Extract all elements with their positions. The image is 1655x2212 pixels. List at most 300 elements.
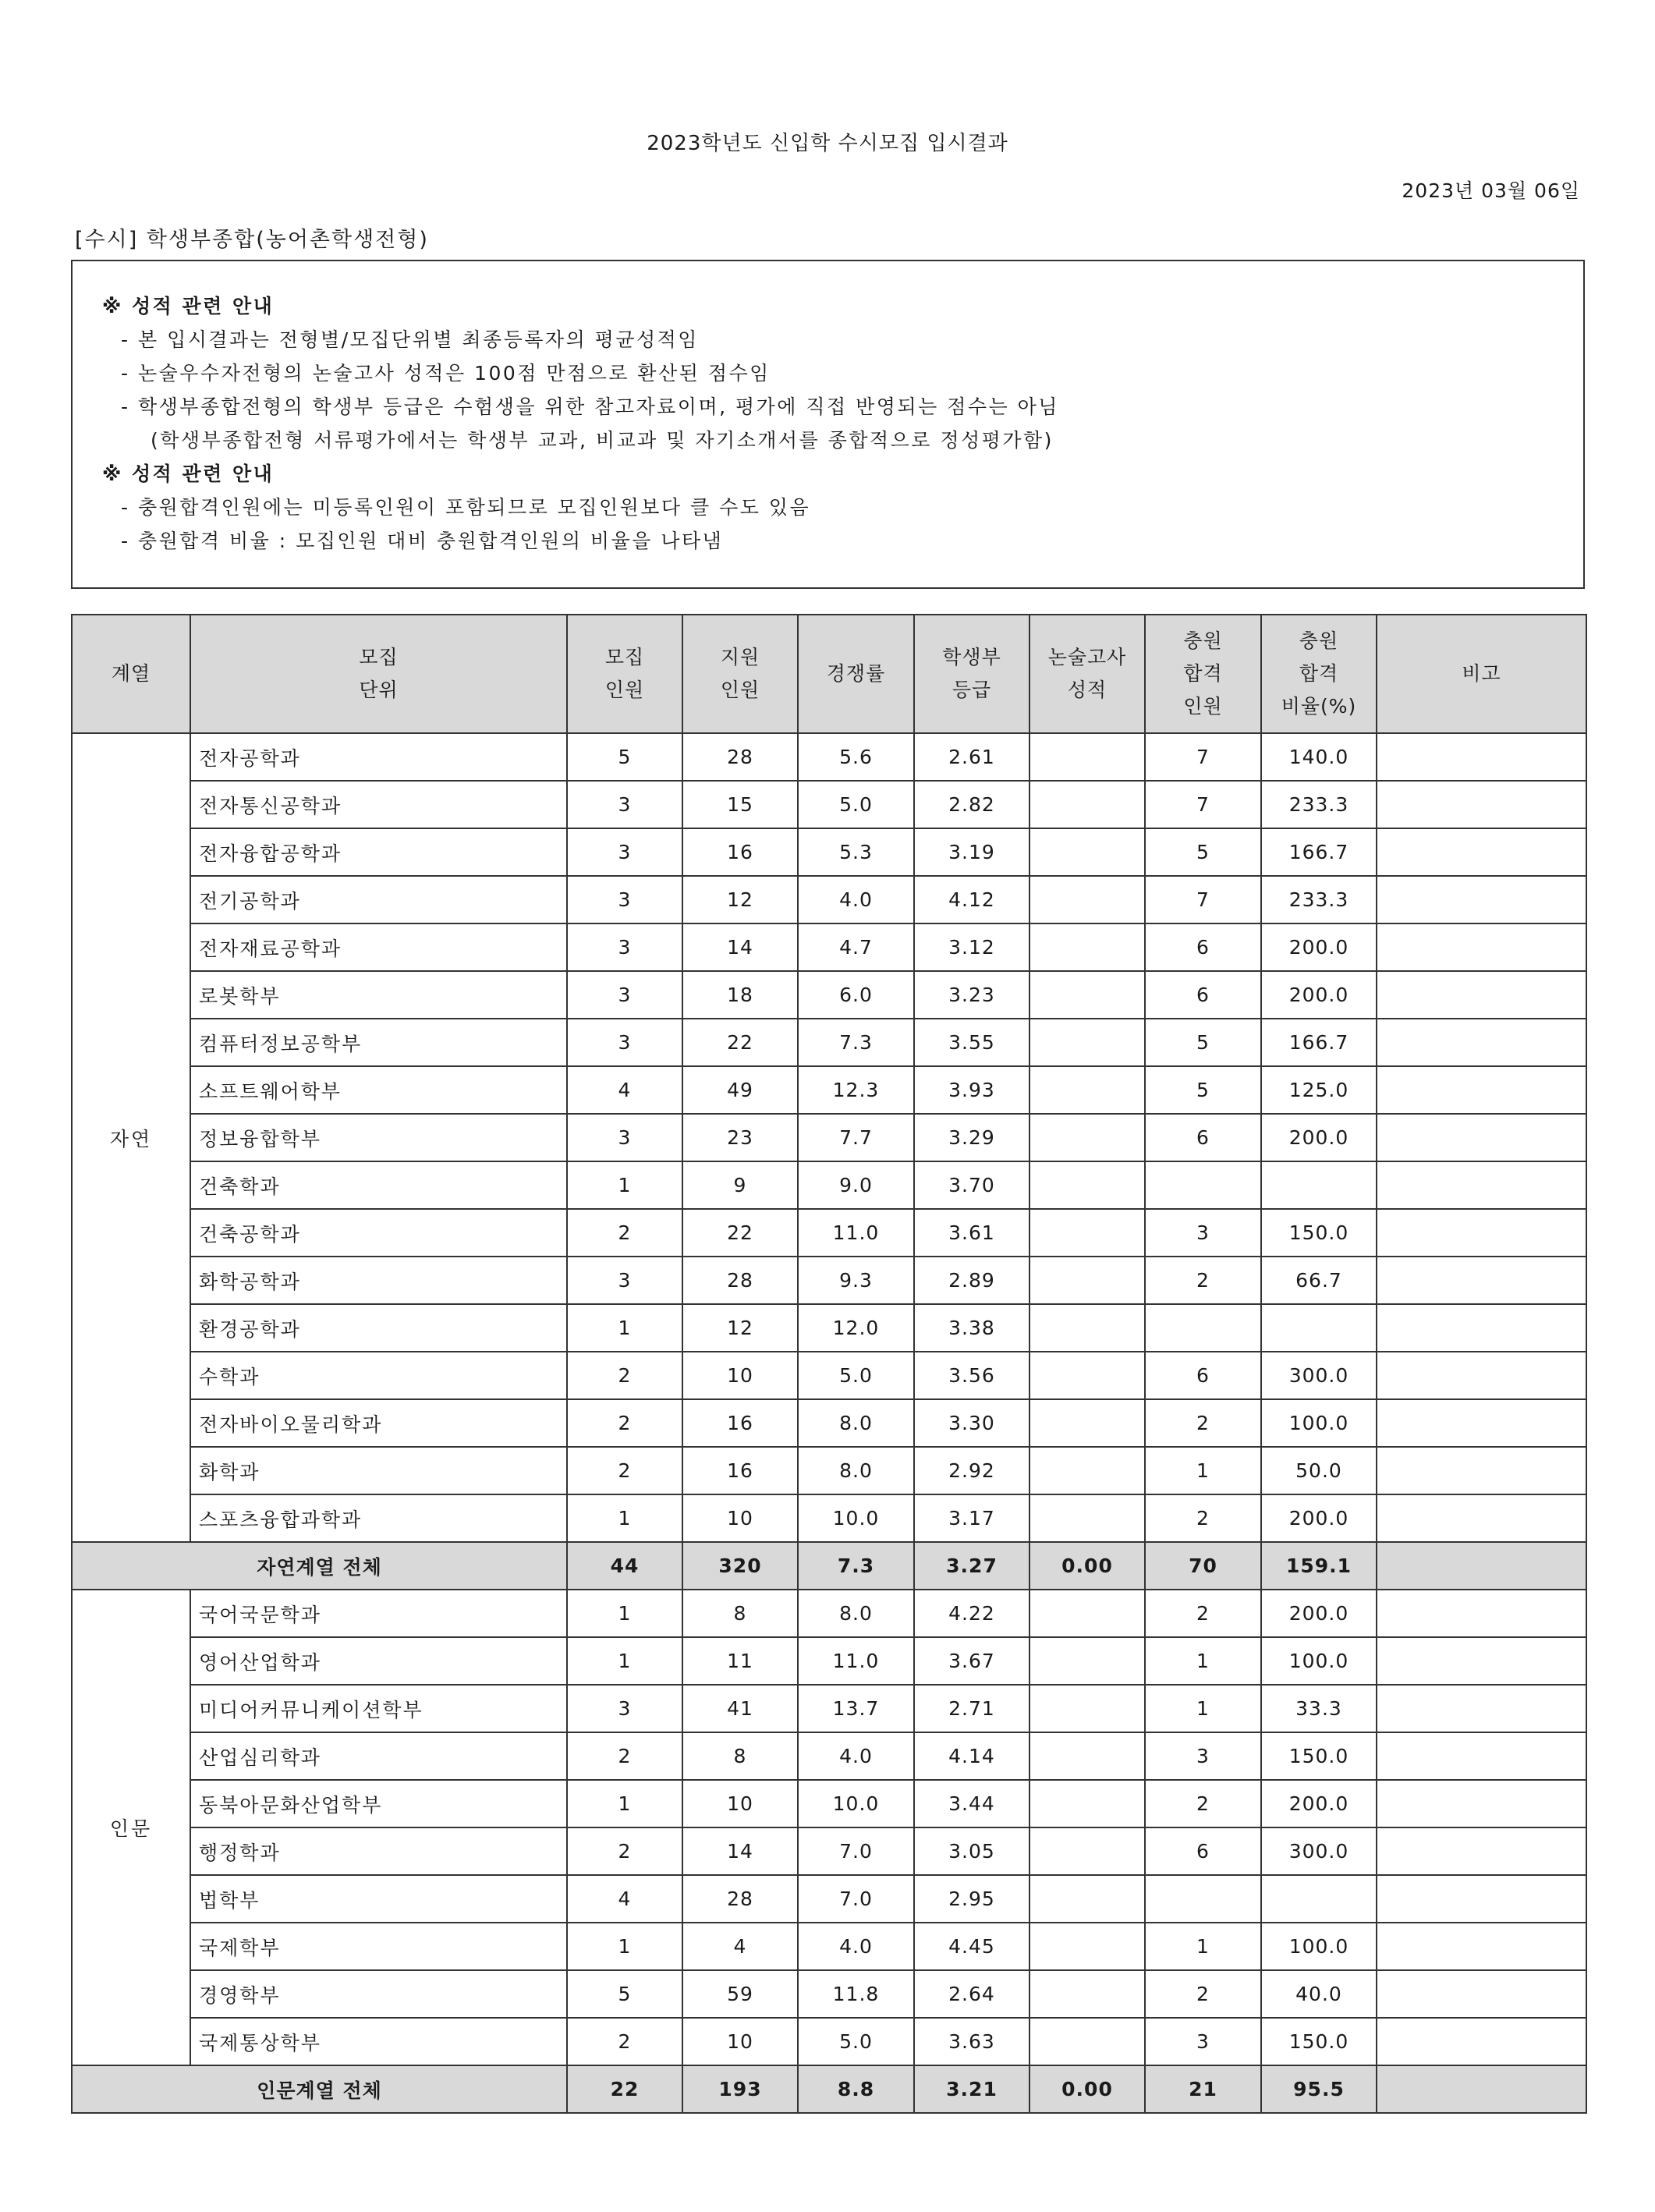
table-cell: 10	[682, 1780, 798, 1827]
dept-name-cell: 수학과	[190, 1352, 567, 1399]
table-cell: 233.3	[1261, 781, 1377, 828]
subtotal-cell: 21	[1145, 2065, 1261, 2113]
table-cell	[1030, 1970, 1145, 2018]
table-cell	[1030, 923, 1145, 971]
table-cell: 140.0	[1261, 733, 1377, 781]
table-cell: 6	[1145, 1352, 1261, 1399]
table-cell: 11.0	[798, 1637, 914, 1685]
subtotal-cell: 159.1	[1261, 1542, 1377, 1590]
table-cell: 1	[1145, 1685, 1261, 1732]
table-cell: 3.29	[914, 1114, 1030, 1161]
document-date: 2023년 03월 06일	[1402, 179, 1580, 202]
table-cell: 166.7	[1261, 828, 1377, 876]
table-row	[72, 1447, 1586, 1494]
table-cell	[1377, 876, 1586, 923]
table-cell: 6.0	[798, 971, 914, 1019]
table-cell	[1377, 1304, 1586, 1352]
dept-name-cell: 국어국문학과	[190, 1590, 567, 1637]
dept-name-cell: 행정학과	[190, 1827, 567, 1875]
table-row	[72, 1352, 1586, 1399]
group-label: 인문	[72, 1590, 190, 2065]
table-row	[72, 828, 1586, 876]
dept-name-cell: 산업심리학과	[190, 1732, 567, 1780]
table-cell: 1	[567, 1494, 682, 1542]
section-title: [수시] 학생부종합(농어촌학생전형)	[75, 228, 429, 252]
table-cell: 12.0	[798, 1304, 914, 1352]
table-cell: 125.0	[1261, 1066, 1377, 1114]
notice-line: (학생부종합전형 서류평가에서는 학생부 교과, 비교과 및 자기소개서를 종합적으로 정성평가함)	[151, 429, 1054, 452]
header-grade: 학생부 등급	[914, 615, 1030, 733]
table-cell: 3	[567, 781, 682, 828]
table-cell: 1	[567, 1637, 682, 1685]
table-cell: 3.05	[914, 1827, 1030, 1875]
table-cell: 15	[682, 781, 798, 828]
table-cell: 5.0	[798, 1352, 914, 1399]
table-cell: 12	[682, 1304, 798, 1352]
table-cell	[1261, 1161, 1377, 1209]
dept-name-cell: 국제학부	[190, 1923, 567, 1970]
dept-name-cell: 건축학과	[190, 1161, 567, 1209]
notice-line: - 학생부종합전형의 학생부 등급은 수험생을 위한 참고자료이며, 평가에 직접 반영되는 점수는 아님	[121, 395, 1059, 418]
table-cell: 200.0	[1261, 923, 1377, 971]
dept-name-cell: 환경공학과	[190, 1304, 567, 1352]
table-cell: 4.14	[914, 1732, 1030, 1780]
table-row	[72, 1161, 1586, 1209]
table-cell	[1377, 781, 1586, 828]
table-row	[72, 1399, 1586, 1447]
table-cell: 5	[1145, 828, 1261, 876]
subtotal-label: 인문계열 전체	[72, 2065, 567, 2113]
notice-heading: ※ 성적 관련 안내	[102, 463, 275, 485]
table-cell	[1030, 828, 1145, 876]
table-cell: 1	[567, 1923, 682, 1970]
table-cell	[1377, 1685, 1586, 1732]
table-row	[72, 1019, 1586, 1066]
table-row	[72, 1494, 1586, 1542]
table-cell: 166.7	[1261, 1019, 1377, 1066]
table-cell: 18	[682, 971, 798, 1019]
table-cell: 200.0	[1261, 971, 1377, 1019]
table-cell: 3	[1145, 2018, 1261, 2065]
table-cell: 2	[567, 1447, 682, 1494]
table-cell: 4.0	[798, 1732, 914, 1780]
subtotal-cell	[1377, 1542, 1586, 1590]
table-cell: 5	[567, 733, 682, 781]
table-cell	[1377, 1780, 1586, 1827]
table-cell: 8.0	[798, 1399, 914, 1447]
table-cell: 3.30	[914, 1399, 1030, 1447]
table-cell: 16	[682, 1447, 798, 1494]
table-cell: 2	[567, 1827, 682, 1875]
table-cell	[1377, 1590, 1586, 1637]
subtotal-cell: 3.21	[914, 2065, 1030, 2113]
table-cell	[1377, 1494, 1586, 1542]
table-cell: 4.22	[914, 1590, 1030, 1637]
table-cell: 2	[567, 1209, 682, 1257]
subtotal-cell	[1377, 2065, 1586, 2113]
table-cell: 3.19	[914, 828, 1030, 876]
table-cell: 8.0	[798, 1447, 914, 1494]
table-cell: 2	[1145, 1780, 1261, 1827]
table-cell: 2.71	[914, 1685, 1030, 1732]
table-cell: 9.0	[798, 1161, 914, 1209]
table-cell: 16	[682, 828, 798, 876]
table-cell: 2	[567, 1399, 682, 1447]
table-cell: 66.7	[1261, 1257, 1377, 1304]
table-cell	[1030, 1447, 1145, 1494]
table-cell: 3	[567, 971, 682, 1019]
subtotal-label: 자연계열 전체	[72, 1542, 567, 1590]
dept-name-cell: 전자공학과	[190, 733, 567, 781]
table-cell	[1261, 1875, 1377, 1923]
table-cell: 3	[567, 1019, 682, 1066]
table-row	[72, 1590, 1586, 1637]
table-cell	[1030, 1780, 1145, 1827]
header-ratio: 경쟁률	[798, 615, 914, 733]
table-cell: 3	[567, 923, 682, 971]
table-cell	[1030, 1352, 1145, 1399]
table-cell: 3	[567, 1114, 682, 1161]
notice-line: - 논술우수자전형의 논술고사 성적은 100점 만점으로 환산된 점수임	[121, 362, 771, 385]
table-cell: 5	[1145, 1019, 1261, 1066]
table-cell: 11.0	[798, 1209, 914, 1257]
table-cell: 10	[682, 1352, 798, 1399]
table-cell: 100.0	[1261, 1399, 1377, 1447]
table-cell: 5.0	[798, 2018, 914, 2065]
table-cell: 9.3	[798, 1257, 914, 1304]
dept-name-cell: 로봇학부	[190, 971, 567, 1019]
table-cell: 2.61	[914, 733, 1030, 781]
table-cell: 100.0	[1261, 1637, 1377, 1685]
table-cell: 2	[567, 1732, 682, 1780]
table-cell: 6	[1145, 1114, 1261, 1161]
table-row	[72, 1923, 1586, 1970]
table-cell	[1030, 1161, 1145, 1209]
table-cell: 12.3	[798, 1066, 914, 1114]
table-cell: 13.7	[798, 1685, 914, 1732]
table-row	[72, 1257, 1586, 1304]
subtotal-cell: 193	[682, 2065, 798, 2113]
dept-name-cell: 컴퓨터정보공학부	[190, 1019, 567, 1066]
table-cell: 2.92	[914, 1447, 1030, 1494]
table-cell	[1030, 1732, 1145, 1780]
table-cell: 7.0	[798, 1827, 914, 1875]
table-cell: 3	[567, 1257, 682, 1304]
table-cell: 2	[1145, 1494, 1261, 1542]
table-cell: 33.3	[1261, 1685, 1377, 1732]
table-cell: 1	[1145, 1447, 1261, 1494]
table-cell: 2	[567, 1352, 682, 1399]
table-cell: 3	[1145, 1732, 1261, 1780]
table-cell: 150.0	[1261, 2018, 1377, 2065]
table-cell	[1377, 733, 1586, 781]
table-row	[72, 1637, 1586, 1685]
table-cell: 2.89	[914, 1257, 1030, 1304]
dept-name-cell: 전기공학과	[190, 876, 567, 923]
table-cell	[1377, 1447, 1586, 1494]
table-cell: 14	[682, 1827, 798, 1875]
dept-name-cell: 전자융합공학과	[190, 828, 567, 876]
dept-name-cell: 소프트웨어학부	[190, 1066, 567, 1114]
table-cell: 200.0	[1261, 1780, 1377, 1827]
table-row	[72, 1875, 1586, 1923]
table-cell	[1261, 1304, 1377, 1352]
table-cell: 3.55	[914, 1019, 1030, 1066]
table-cell: 2	[1145, 1399, 1261, 1447]
dept-name-cell: 건축공학과	[190, 1209, 567, 1257]
table-cell: 3	[1145, 1209, 1261, 1257]
table-cell: 10	[682, 2018, 798, 2065]
table-cell: 300.0	[1261, 1352, 1377, 1399]
subtotal-cell: 3.27	[914, 1542, 1030, 1590]
notice-line: - 충원합격 비율 : 모집인원 대비 충원합격인원의 비율을 나타냄	[121, 530, 724, 552]
table-header-row	[72, 615, 1586, 733]
header-quota: 모집 인원	[567, 615, 682, 733]
header-extra-count: 충원 합격 인원	[1145, 615, 1261, 733]
dept-name-cell: 영어산업학과	[190, 1637, 567, 1685]
subtotal-row	[72, 2065, 1586, 2113]
table-cell	[1030, 2018, 1145, 2065]
table-cell	[1030, 876, 1145, 923]
header-essay: 논술고사 성적	[1030, 615, 1145, 733]
table-cell	[1377, 923, 1586, 971]
table-cell: 7	[1145, 876, 1261, 923]
table-cell: 10.0	[798, 1780, 914, 1827]
table-cell: 3	[567, 1685, 682, 1732]
table-cell	[1030, 1209, 1145, 1257]
table-cell	[1377, 1209, 1586, 1257]
table-cell: 100.0	[1261, 1923, 1377, 1970]
table-cell	[1030, 781, 1145, 828]
table-cell	[1030, 1923, 1145, 1970]
dept-name-cell: 동북아문화산업학부	[190, 1780, 567, 1827]
table-cell: 1	[567, 1780, 682, 1827]
table-cell: 41	[682, 1685, 798, 1732]
table-cell	[1145, 1304, 1261, 1352]
table-cell: 7.3	[798, 1019, 914, 1066]
table-cell	[1145, 1161, 1261, 1209]
table-cell: 3.70	[914, 1161, 1030, 1209]
table-cell: 4	[567, 1875, 682, 1923]
table-cell	[1377, 1637, 1586, 1685]
table-cell: 16	[682, 1399, 798, 1447]
table-cell	[1030, 1827, 1145, 1875]
table-cell: 200.0	[1261, 1590, 1377, 1637]
table-cell: 5.0	[798, 781, 914, 828]
table-cell: 8	[682, 1590, 798, 1637]
header-extra-rate: 충원 합격 비율(%)	[1261, 615, 1377, 733]
table-cell	[1030, 1399, 1145, 1447]
table-cell: 5	[1145, 1066, 1261, 1114]
table-cell	[1377, 1732, 1586, 1780]
table-cell: 6	[1145, 923, 1261, 971]
table-row	[72, 781, 1586, 828]
table-cell	[1377, 1019, 1586, 1066]
table-cell	[1377, 1066, 1586, 1114]
table-row	[72, 876, 1586, 923]
table-cell	[1377, 1875, 1586, 1923]
table-cell: 8.0	[798, 1590, 914, 1637]
table-cell	[1377, 971, 1586, 1019]
dept-name-cell: 법학부	[190, 1875, 567, 1923]
table-cell: 200.0	[1261, 1114, 1377, 1161]
table-cell: 1	[1145, 1637, 1261, 1685]
table-cell: 3.63	[914, 2018, 1030, 2065]
table-row	[72, 1732, 1586, 1780]
table-cell: 28	[682, 1875, 798, 1923]
table-cell	[1030, 1257, 1145, 1304]
table-cell: 11.8	[798, 1970, 914, 2018]
table-row	[72, 1114, 1586, 1161]
subtotal-cell: 22	[567, 2065, 682, 2113]
table-cell	[1030, 1590, 1145, 1637]
table-cell: 1	[567, 1304, 682, 1352]
table-row	[72, 733, 1586, 781]
subtotal-cell: 0.00	[1030, 2065, 1145, 2113]
dept-name-cell: 스포츠융합과학과	[190, 1494, 567, 1542]
table-cell: 3.23	[914, 971, 1030, 1019]
table-cell: 200.0	[1261, 1494, 1377, 1542]
subtotal-cell: 8.8	[798, 2065, 914, 2113]
header-note: 비고	[1377, 615, 1586, 733]
table-cell: 5.3	[798, 828, 914, 876]
table-cell: 2.82	[914, 781, 1030, 828]
table-row	[72, 2018, 1586, 2065]
table-cell: 2	[1145, 1257, 1261, 1304]
table-row	[72, 971, 1586, 1019]
table-cell: 2.64	[914, 1970, 1030, 2018]
table-cell: 7	[1145, 781, 1261, 828]
table-cell: 8	[682, 1732, 798, 1780]
dept-name-cell: 전자통신공학과	[190, 781, 567, 828]
table-cell: 2	[567, 2018, 682, 2065]
notice-heading: ※ 성적 관련 안내	[102, 295, 275, 317]
table-cell: 6	[1145, 1827, 1261, 1875]
table-cell: 3.93	[914, 1066, 1030, 1114]
table-cell: 3.67	[914, 1637, 1030, 1685]
table-cell: 4.0	[798, 876, 914, 923]
table-cell: 3.38	[914, 1304, 1030, 1352]
table-cell	[1030, 1494, 1145, 1542]
table-cell: 59	[682, 1970, 798, 2018]
table-cell: 1	[567, 1590, 682, 1637]
table-cell: 150.0	[1261, 1732, 1377, 1780]
table-cell	[1030, 1114, 1145, 1161]
subtotal-cell: 70	[1145, 1542, 1261, 1590]
table-cell: 300.0	[1261, 1827, 1377, 1875]
table-cell: 28	[682, 733, 798, 781]
dept-name-cell: 전자바이오물리학과	[190, 1399, 567, 1447]
table-cell	[1377, 828, 1586, 876]
table-row	[72, 1066, 1586, 1114]
table-row	[72, 1970, 1586, 2018]
subtotal-cell: 44	[567, 1542, 682, 1590]
table-cell: 2	[1145, 1590, 1261, 1637]
table-cell	[1377, 1257, 1586, 1304]
notice-box	[71, 260, 1585, 589]
notice-line: - 본 입시결과는 전형별/모집단위별 최종등록자의 평균성적임	[121, 328, 699, 351]
table-cell	[1030, 971, 1145, 1019]
table-cell	[1030, 1637, 1145, 1685]
notice-line: - 충원합격인원에는 미등록인원이 포함되므로 모집인원보다 클 수도 있음	[121, 496, 811, 519]
table-row	[72, 1209, 1586, 1257]
table-cell: 22	[682, 1019, 798, 1066]
table-cell	[1030, 733, 1145, 781]
table-row	[72, 1304, 1586, 1352]
results-table	[71, 614, 1587, 2114]
table-cell	[1030, 1019, 1145, 1066]
table-cell: 1	[567, 1161, 682, 1209]
table-cell: 4.0	[798, 1923, 914, 1970]
page-title: 2023학년도 신입학 수시모집 입시결과	[647, 132, 1008, 155]
table-cell	[1377, 2018, 1586, 2065]
subtotal-cell: 7.3	[798, 1542, 914, 1590]
table-cell: 11	[682, 1637, 798, 1685]
table-cell: 2	[1145, 1970, 1261, 2018]
table-cell: 5	[567, 1970, 682, 2018]
table-cell	[1145, 1875, 1261, 1923]
table-cell: 23	[682, 1114, 798, 1161]
table-cell: 3	[567, 828, 682, 876]
table-cell: 5.6	[798, 733, 914, 781]
table-cell: 10	[682, 1494, 798, 1542]
table-cell: 14	[682, 923, 798, 971]
table-cell	[1377, 1970, 1586, 2018]
table-cell: 4	[567, 1066, 682, 1114]
table-cell	[1377, 1923, 1586, 1970]
table-row	[72, 1780, 1586, 1827]
table-cell: 7.0	[798, 1875, 914, 1923]
dept-name-cell: 경영학부	[190, 1970, 567, 2018]
table-cell	[1377, 1114, 1586, 1161]
table-cell	[1377, 1827, 1586, 1875]
table-cell: 233.3	[1261, 876, 1377, 923]
table-cell: 22	[682, 1209, 798, 1257]
table-cell	[1377, 1161, 1586, 1209]
table-cell	[1030, 1304, 1145, 1352]
table-cell: 6	[1145, 971, 1261, 1019]
table-cell: 49	[682, 1066, 798, 1114]
table-cell: 4.12	[914, 876, 1030, 923]
table-cell: 3.17	[914, 1494, 1030, 1542]
table-cell: 3	[567, 876, 682, 923]
table-cell	[1030, 1066, 1145, 1114]
table-cell: 10.0	[798, 1494, 914, 1542]
dept-name-cell: 미디어커뮤니케이션학부	[190, 1685, 567, 1732]
subtotal-row	[72, 1542, 1586, 1590]
subtotal-cell: 95.5	[1261, 2065, 1377, 2113]
table-cell: 1	[1145, 1923, 1261, 1970]
dept-name-cell: 국제통상학부	[190, 2018, 567, 2065]
table-cell: 4.7	[798, 923, 914, 971]
header-applicants: 지원 인원	[682, 615, 798, 733]
table-cell: 3.56	[914, 1352, 1030, 1399]
group-label: 자연	[72, 733, 190, 1542]
table-cell: 150.0	[1261, 1209, 1377, 1257]
table-cell	[1030, 1685, 1145, 1732]
table-cell: 3.44	[914, 1780, 1030, 1827]
header-unit: 모집 단위	[190, 615, 567, 733]
dept-name-cell: 전자재료공학과	[190, 923, 567, 971]
table-cell	[1377, 1352, 1586, 1399]
table-cell	[1377, 1399, 1586, 1447]
dept-name-cell: 화학공학과	[190, 1257, 567, 1304]
subtotal-cell: 0.00	[1030, 1542, 1145, 1590]
table-cell: 12	[682, 876, 798, 923]
table-row	[72, 1827, 1586, 1875]
dept-name-cell: 정보융합학부	[190, 1114, 567, 1161]
table-cell: 7.7	[798, 1114, 914, 1161]
